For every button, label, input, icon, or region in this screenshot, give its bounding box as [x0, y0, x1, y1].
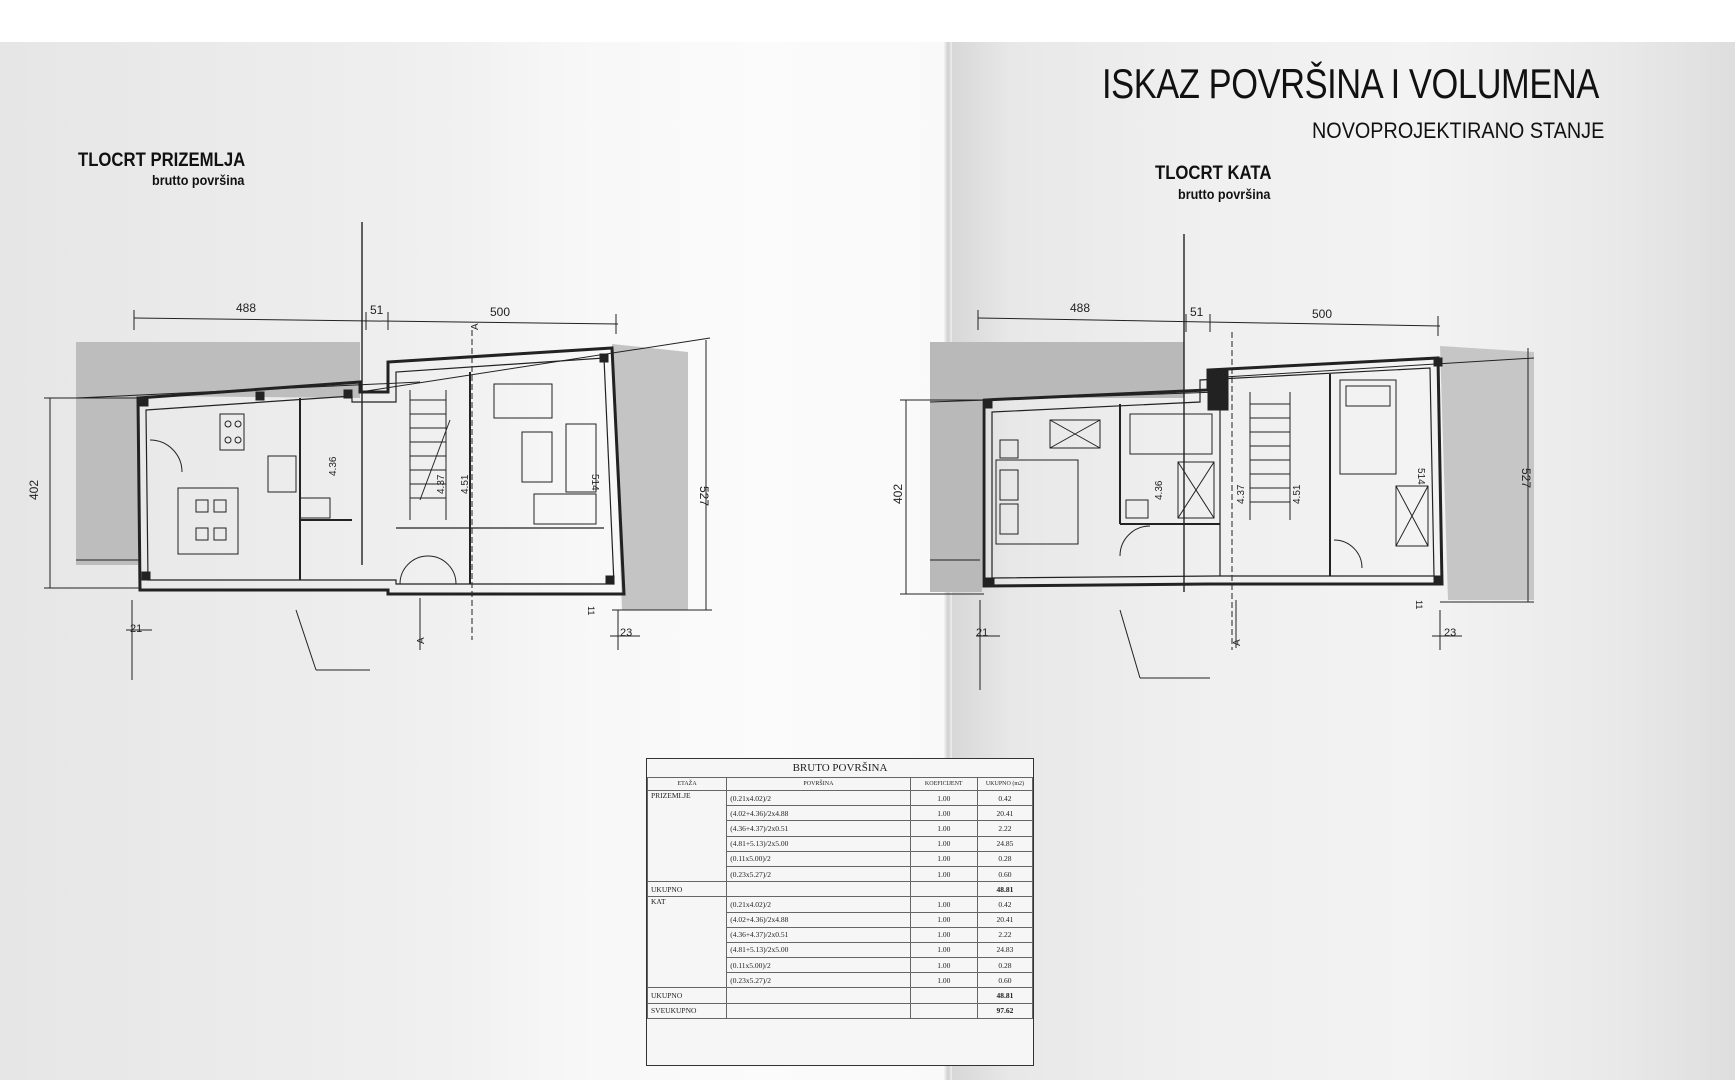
- col-header-ukupno: UKUPNO (m2): [977, 778, 1032, 791]
- cell-total: 2.22: [977, 821, 1032, 836]
- cell-koef: 1.00: [910, 791, 977, 806]
- floor-plan-subtitle: brutto površina: [1178, 186, 1271, 202]
- cell-formula: (0.23x5.27)/2: [727, 866, 910, 881]
- cell-total: 0.60: [977, 866, 1032, 881]
- cell-formula: (4.81+5.13)/2x5.00: [727, 942, 910, 957]
- col-header-povrsina: POVRŠINA: [727, 778, 910, 791]
- section-mark-bottom: A: [416, 637, 427, 644]
- cell-total: 24.83: [977, 942, 1032, 957]
- column: [1208, 370, 1228, 410]
- dim-label-b-left: 21: [976, 627, 989, 639]
- group-label: KAT: [648, 897, 727, 988]
- dim-label-h-left: 402: [27, 479, 41, 500]
- cell-formula: (0.21x4.02)/2: [727, 897, 910, 912]
- bruto-area-table: [646, 758, 1034, 1066]
- col-header-koef: KOEFICIJENT: [910, 778, 977, 791]
- table-header-row: [648, 778, 1033, 791]
- cell-koef: 1.00: [910, 958, 977, 973]
- cell-koef: 1.00: [910, 821, 977, 836]
- cell-koef: 1.00: [910, 942, 977, 957]
- cell-total: 0.28: [977, 958, 1032, 973]
- subtotal-row: [648, 988, 1033, 1003]
- table-row: [648, 897, 1033, 912]
- cell-total: 0.42: [977, 897, 1032, 912]
- cell-formula: (0.11x5.00)/2: [727, 958, 910, 973]
- dim-label-inner1: 4.36: [328, 456, 339, 476]
- section-mark-bottom: A: [1232, 639, 1243, 646]
- dim-label-inner2: 4.37: [1236, 484, 1247, 504]
- dim-label-inner4: 514: [1415, 468, 1426, 485]
- subtotal-value: 48.81: [977, 988, 1032, 1003]
- page-subtitle: NOVOPROJEKTIRANO STANJE: [1312, 118, 1605, 143]
- dim-label-b-mid: 11: [1414, 600, 1424, 610]
- double-bed: [996, 460, 1078, 544]
- dim-label-h-right: 527: [1519, 468, 1533, 489]
- cell-total: 20.41: [977, 912, 1032, 927]
- grand-total-label: SVEUKUPNO: [648, 1003, 727, 1018]
- dimension-line-top: [978, 318, 1440, 326]
- cell-formula: (4.02+4.36)/2x4.88: [727, 806, 910, 821]
- dim-label-w3: 500: [490, 305, 511, 319]
- area-table-grid: [647, 777, 1033, 1019]
- cell-koef: 1.00: [910, 927, 977, 942]
- subtotal-value: 48.81: [977, 882, 1032, 897]
- cell-total: 0.42: [977, 791, 1032, 806]
- cell-koef: 1.00: [910, 973, 977, 988]
- door-swing: [1120, 526, 1150, 556]
- bathtub: [1130, 414, 1212, 454]
- dim-label-w2: 51: [1190, 305, 1204, 319]
- group-label: PRIZEMLJE: [648, 791, 727, 882]
- cell-total: 24.85: [977, 836, 1032, 851]
- single-bed: [1340, 380, 1396, 474]
- cell-formula: (0.11x5.00)/2: [727, 851, 910, 866]
- dim-label-inner3: 4.51: [460, 474, 471, 494]
- cell-formula: (0.23x5.27)/2: [727, 973, 910, 988]
- dim-label-inner2: 4.37: [436, 474, 447, 494]
- dim-label-b-left: 21: [130, 623, 143, 635]
- cell-formula: (0.21x4.02)/2: [727, 791, 910, 806]
- cell-formula: (4.81+5.13)/2x5.00: [727, 836, 910, 851]
- dim-label-b-right: 23: [620, 627, 633, 639]
- dim-label-b-right: 23: [1444, 627, 1457, 639]
- dim-label-inner3: 4.51: [1292, 484, 1303, 504]
- grand-total-value: 97.62: [977, 1003, 1032, 1018]
- ground-plan-title: TLOCRT PRIZEMLJA: [78, 150, 246, 171]
- dim-label-w1: 488: [1070, 301, 1091, 315]
- cell-formula: (4.02+4.36)/2x4.88: [727, 912, 910, 927]
- cell-formula: (4.36+4.37)/2x0.51: [727, 821, 910, 836]
- subtotal-row: [648, 882, 1033, 897]
- dim-label-inner1: 4.36: [1154, 480, 1165, 500]
- dim-label-b-mid: 11: [586, 606, 596, 616]
- site-shade-left: [930, 342, 1184, 592]
- cell-koef: 1.00: [910, 866, 977, 881]
- ground-plan-subtitle: brutto površina: [152, 172, 245, 188]
- cell-total: 2.22: [977, 927, 1032, 942]
- floor-plan-title: TLOCRT KATA: [1155, 163, 1272, 184]
- cell-formula: (4.36+4.37)/2x0.51: [727, 927, 910, 942]
- cell-koef: 1.00: [910, 836, 977, 851]
- dim-label-w1: 488: [236, 301, 257, 315]
- dim-label-w3: 500: [1312, 307, 1333, 321]
- cell-koef: 1.00: [910, 912, 977, 927]
- cell-total: 0.60: [977, 973, 1032, 988]
- subtotal-label: UKUPNO: [648, 882, 727, 897]
- dim-label-inner4: 514: [589, 474, 600, 491]
- stairs: [1250, 392, 1290, 520]
- cell-total: 20.41: [977, 806, 1032, 821]
- wc: [1126, 500, 1148, 518]
- dim-label-h-left: 402: [891, 483, 905, 504]
- cell-koef: 1.00: [910, 897, 977, 912]
- page-title: ISKAZ POVRŠINA I VOLUMENA: [1102, 60, 1599, 107]
- cell-koef: 1.00: [910, 851, 977, 866]
- cell-koef: 1.00: [910, 806, 977, 821]
- table-row: [648, 791, 1033, 806]
- dim-label-w2: 51: [370, 303, 384, 317]
- grand-total-row: [648, 1003, 1033, 1018]
- cell-total: 0.28: [977, 851, 1032, 866]
- subtotal-label: UKUPNO: [648, 988, 727, 1003]
- dim-label-h-right: 527: [697, 486, 711, 507]
- table-title: BRUTO POVRŠINA: [792, 762, 888, 774]
- col-header-etaza: ETAŽA: [648, 778, 727, 791]
- section-mark-top: A: [470, 323, 481, 330]
